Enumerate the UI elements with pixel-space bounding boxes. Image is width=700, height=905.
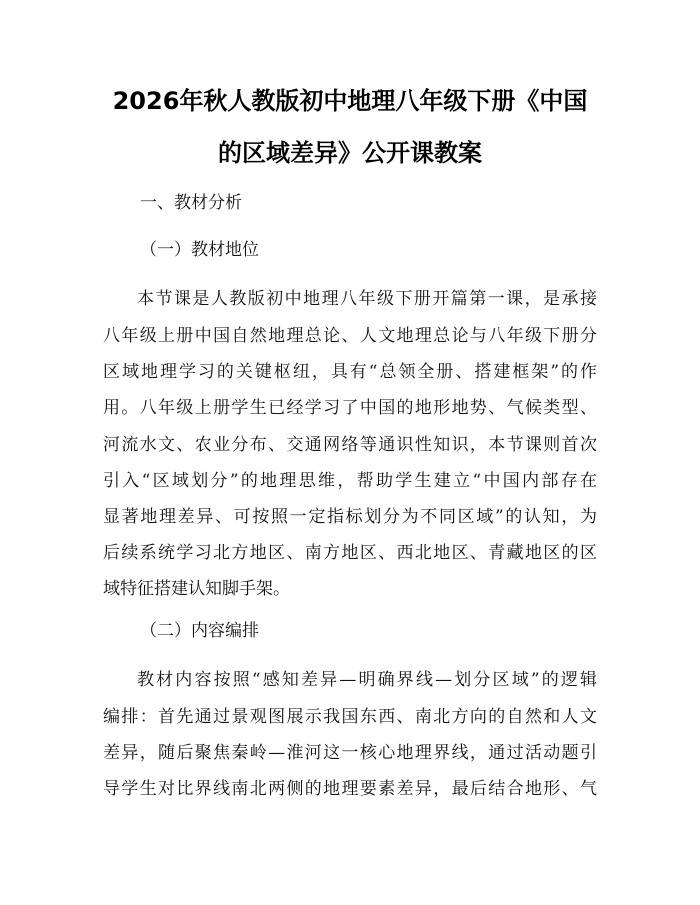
paragraph-line: 编排：首先通过景观图展示我国东西、南北方向的自然和人文 [103,707,597,727]
paragraph-line: 本节课是人教版初中地理八年级下册开篇第一课，是承接 [137,289,597,309]
subsection-heading-textbook-position: （一）教材地位 [140,240,259,260]
subsection-heading-content-arrangement: （二）内容编排 [140,621,259,641]
paragraph-line: 河流水文、农业分布、交通网络等通识性知识，本节课则首次 [103,435,597,455]
paragraph-line: 八年级上册中国自然地理总论、人文地理总论与八年级下册分 [103,326,597,346]
paragraph-line: 区域地理学习的关键枢纽，具有“总领全册、搭建框架”的作 [103,362,597,382]
paragraph-line: 用。八年级上册学生已经学习了中国的地形地势、气候类型、 [103,398,597,418]
section-heading-textbook-analysis: 一、教材分析 [140,193,242,213]
paragraph-line: 域特征搭建认知脚手架。 [103,579,290,599]
paragraph-line: 后续系统学习北方地区、南方地区、西北地区、青藏地区的区 [103,543,597,563]
paragraph-line: 导学生对比界线南北两侧的地理要素差异，最后结合地形、气 [103,779,597,799]
paragraph-line: 显著地理差异、可按照一定指标划分为不同区域”的认知，为 [103,507,597,527]
paragraph-line: 差异，随后聚焦秦岭—淮河这一核心地理界线，通过活动题引 [103,743,597,763]
document-title-line-2: 的区域差异》公开课教案 [218,139,482,167]
paragraph-line: 引入“区域划分”的地理思维，帮助学生建立“中国内部存在 [103,471,597,491]
document-title-line-1: 2026年秋人教版初中地理八年级下册《中国 [112,87,588,115]
paragraph-line: 教材内容按照“感知差异—明确界线—划分区域”的逻辑 [137,670,597,690]
